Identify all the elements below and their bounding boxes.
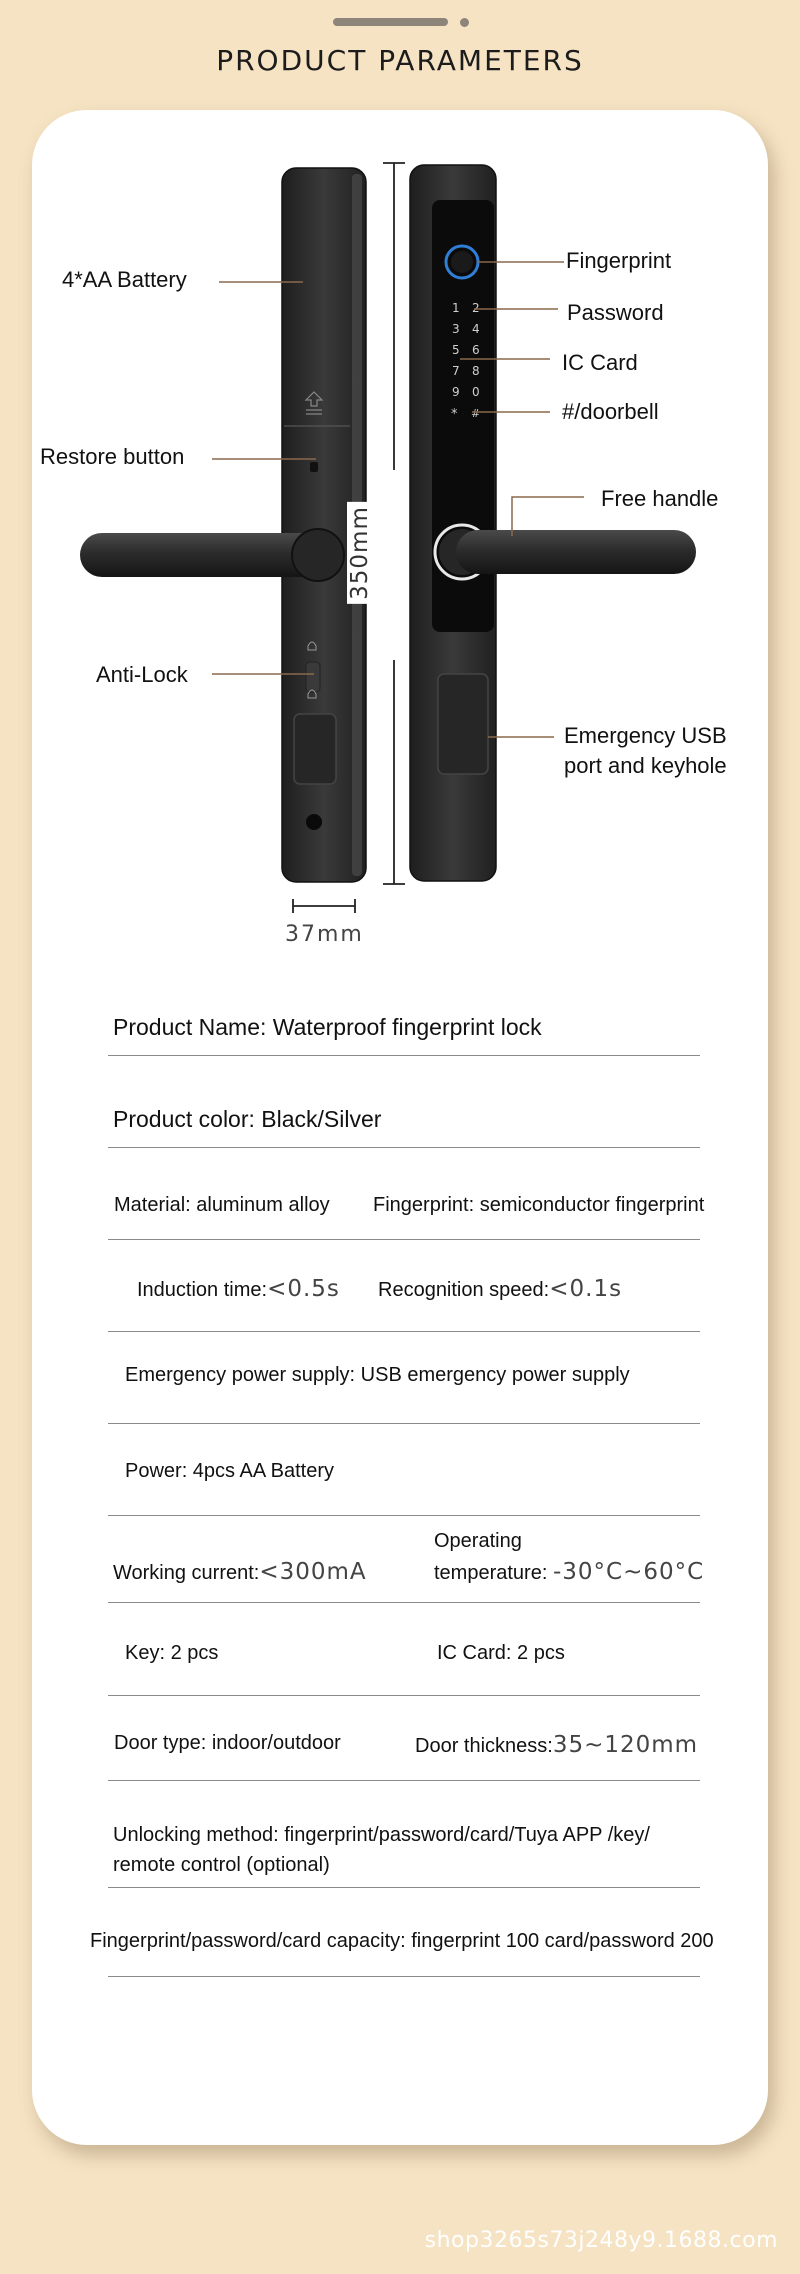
restore-button-hole (310, 462, 318, 472)
callout-password: Password (567, 300, 664, 325)
key-5: 5 (452, 343, 460, 357)
spec-power: Power: 4pcs AA Battery (125, 1460, 334, 1482)
usb-keyhole-cover (438, 674, 488, 774)
operating-label-2: temperature: (434, 1562, 548, 1584)
callout-usb-line2: port and keyhole (564, 753, 727, 778)
spec-door-type: Door type: indoor/outdoor (114, 1732, 341, 1754)
key-hash: # (471, 407, 481, 420)
key-6: 6 (472, 343, 480, 357)
battery-cover (294, 714, 336, 784)
front-panel (410, 165, 496, 881)
working-current-value: <300mA (259, 1559, 367, 1585)
induction-value: <0.5s (267, 1276, 340, 1302)
free-handle (435, 525, 696, 579)
callout-restore-button: Restore button (40, 444, 185, 469)
leader-lines (212, 262, 584, 737)
callout-usb-line1: Emergency USB (564, 723, 727, 748)
spec-door-thickness (415, 1732, 698, 1758)
lock-diagram (0, 0, 800, 980)
key-0: 0 (472, 385, 480, 399)
key-1: 1 (452, 301, 460, 315)
spec-row-induction (108, 1272, 700, 1332)
spec-row-emergency-power (108, 1360, 700, 1424)
spec-row-key (108, 1640, 700, 1696)
back-handle (80, 529, 344, 581)
spec-capacity: Fingerprint/password/card capacity: fingerprint 100 card/password 200 (90, 1930, 714, 1952)
key-2: 2 (472, 301, 480, 315)
key-3: 3 (452, 322, 460, 336)
spec-row-product-color (108, 1100, 700, 1148)
keyhole-icon (306, 814, 322, 830)
recognition-label: Recognition speed: (378, 1279, 550, 1301)
callout-battery: 4*AA Battery (62, 267, 187, 292)
spec-row-capacity (90, 1920, 714, 1977)
spec-operating-label-1: Operating (434, 1530, 522, 1552)
recognition-value: <0.1s (549, 1276, 623, 1302)
spec-fingerprint: Fingerprint: semiconductor fingerprint (373, 1194, 705, 1216)
shop-watermark: shop3265s73j248y9.1688.com (424, 2228, 778, 2253)
spec-row-product-name (108, 1000, 700, 1056)
spec-row-working-current (108, 1526, 705, 1603)
spec-ic-card: IC Card: 2 pcs (437, 1642, 565, 1664)
height-dimension (383, 163, 405, 884)
callout-anti-lock: Anti-Lock (96, 662, 188, 687)
key-9: 9 (452, 385, 460, 399)
spec-unlocking-line2: remote control (optional) (113, 1854, 330, 1876)
height-dimension-label: 350mm (347, 502, 373, 604)
door-thickness-value: 35~120mm (552, 1732, 699, 1758)
callout-free-handle: Free handle (601, 486, 719, 511)
key-7: 7 (452, 364, 460, 378)
width-dimension-label: 37mm (285, 922, 364, 947)
spec-recognition-speed (378, 1276, 622, 1302)
spec-row-material (108, 1190, 705, 1240)
spec-material: Material: aluminum alloy (114, 1194, 330, 1216)
callout-fingerprint: Fingerprint (566, 248, 672, 273)
spec-unlocking-line1: Unlocking method: fingerprint/password/card/Tuya APP /key/ (113, 1824, 650, 1846)
spec-key: Key: 2 pcs (125, 1642, 219, 1664)
working-current-label: Working current: (113, 1562, 260, 1584)
key-4: 4 (472, 322, 480, 336)
spec-working-current (113, 1559, 367, 1585)
callout-doorbell: #/doorbell (562, 399, 659, 424)
width-dimension (293, 899, 355, 913)
key-star: * (451, 407, 458, 422)
spec-row-power (108, 1456, 700, 1516)
spec-emergency-power: Emergency power supply: USB emergency power supply (125, 1364, 630, 1386)
spec-product-color: Product color: Black/Silver (113, 1106, 382, 1132)
spec-operating-temperature (434, 1559, 704, 1585)
callout-ic-card: IC Card (562, 350, 638, 375)
page-title: PRODUCT PARAMETERS (216, 44, 584, 77)
operating-value: -30°C~60°C (552, 1559, 705, 1585)
door-thickness-label: Door thickness: (415, 1735, 553, 1757)
spec-product-name: Product Name: Waterproof fingerprint lock (113, 1014, 542, 1040)
key-8: 8 (472, 364, 480, 378)
spec-row-door (108, 1726, 700, 1781)
spec-row-unlocking (108, 1822, 700, 1888)
induction-label: Induction time: (137, 1279, 268, 1301)
spec-induction-time (137, 1276, 340, 1302)
